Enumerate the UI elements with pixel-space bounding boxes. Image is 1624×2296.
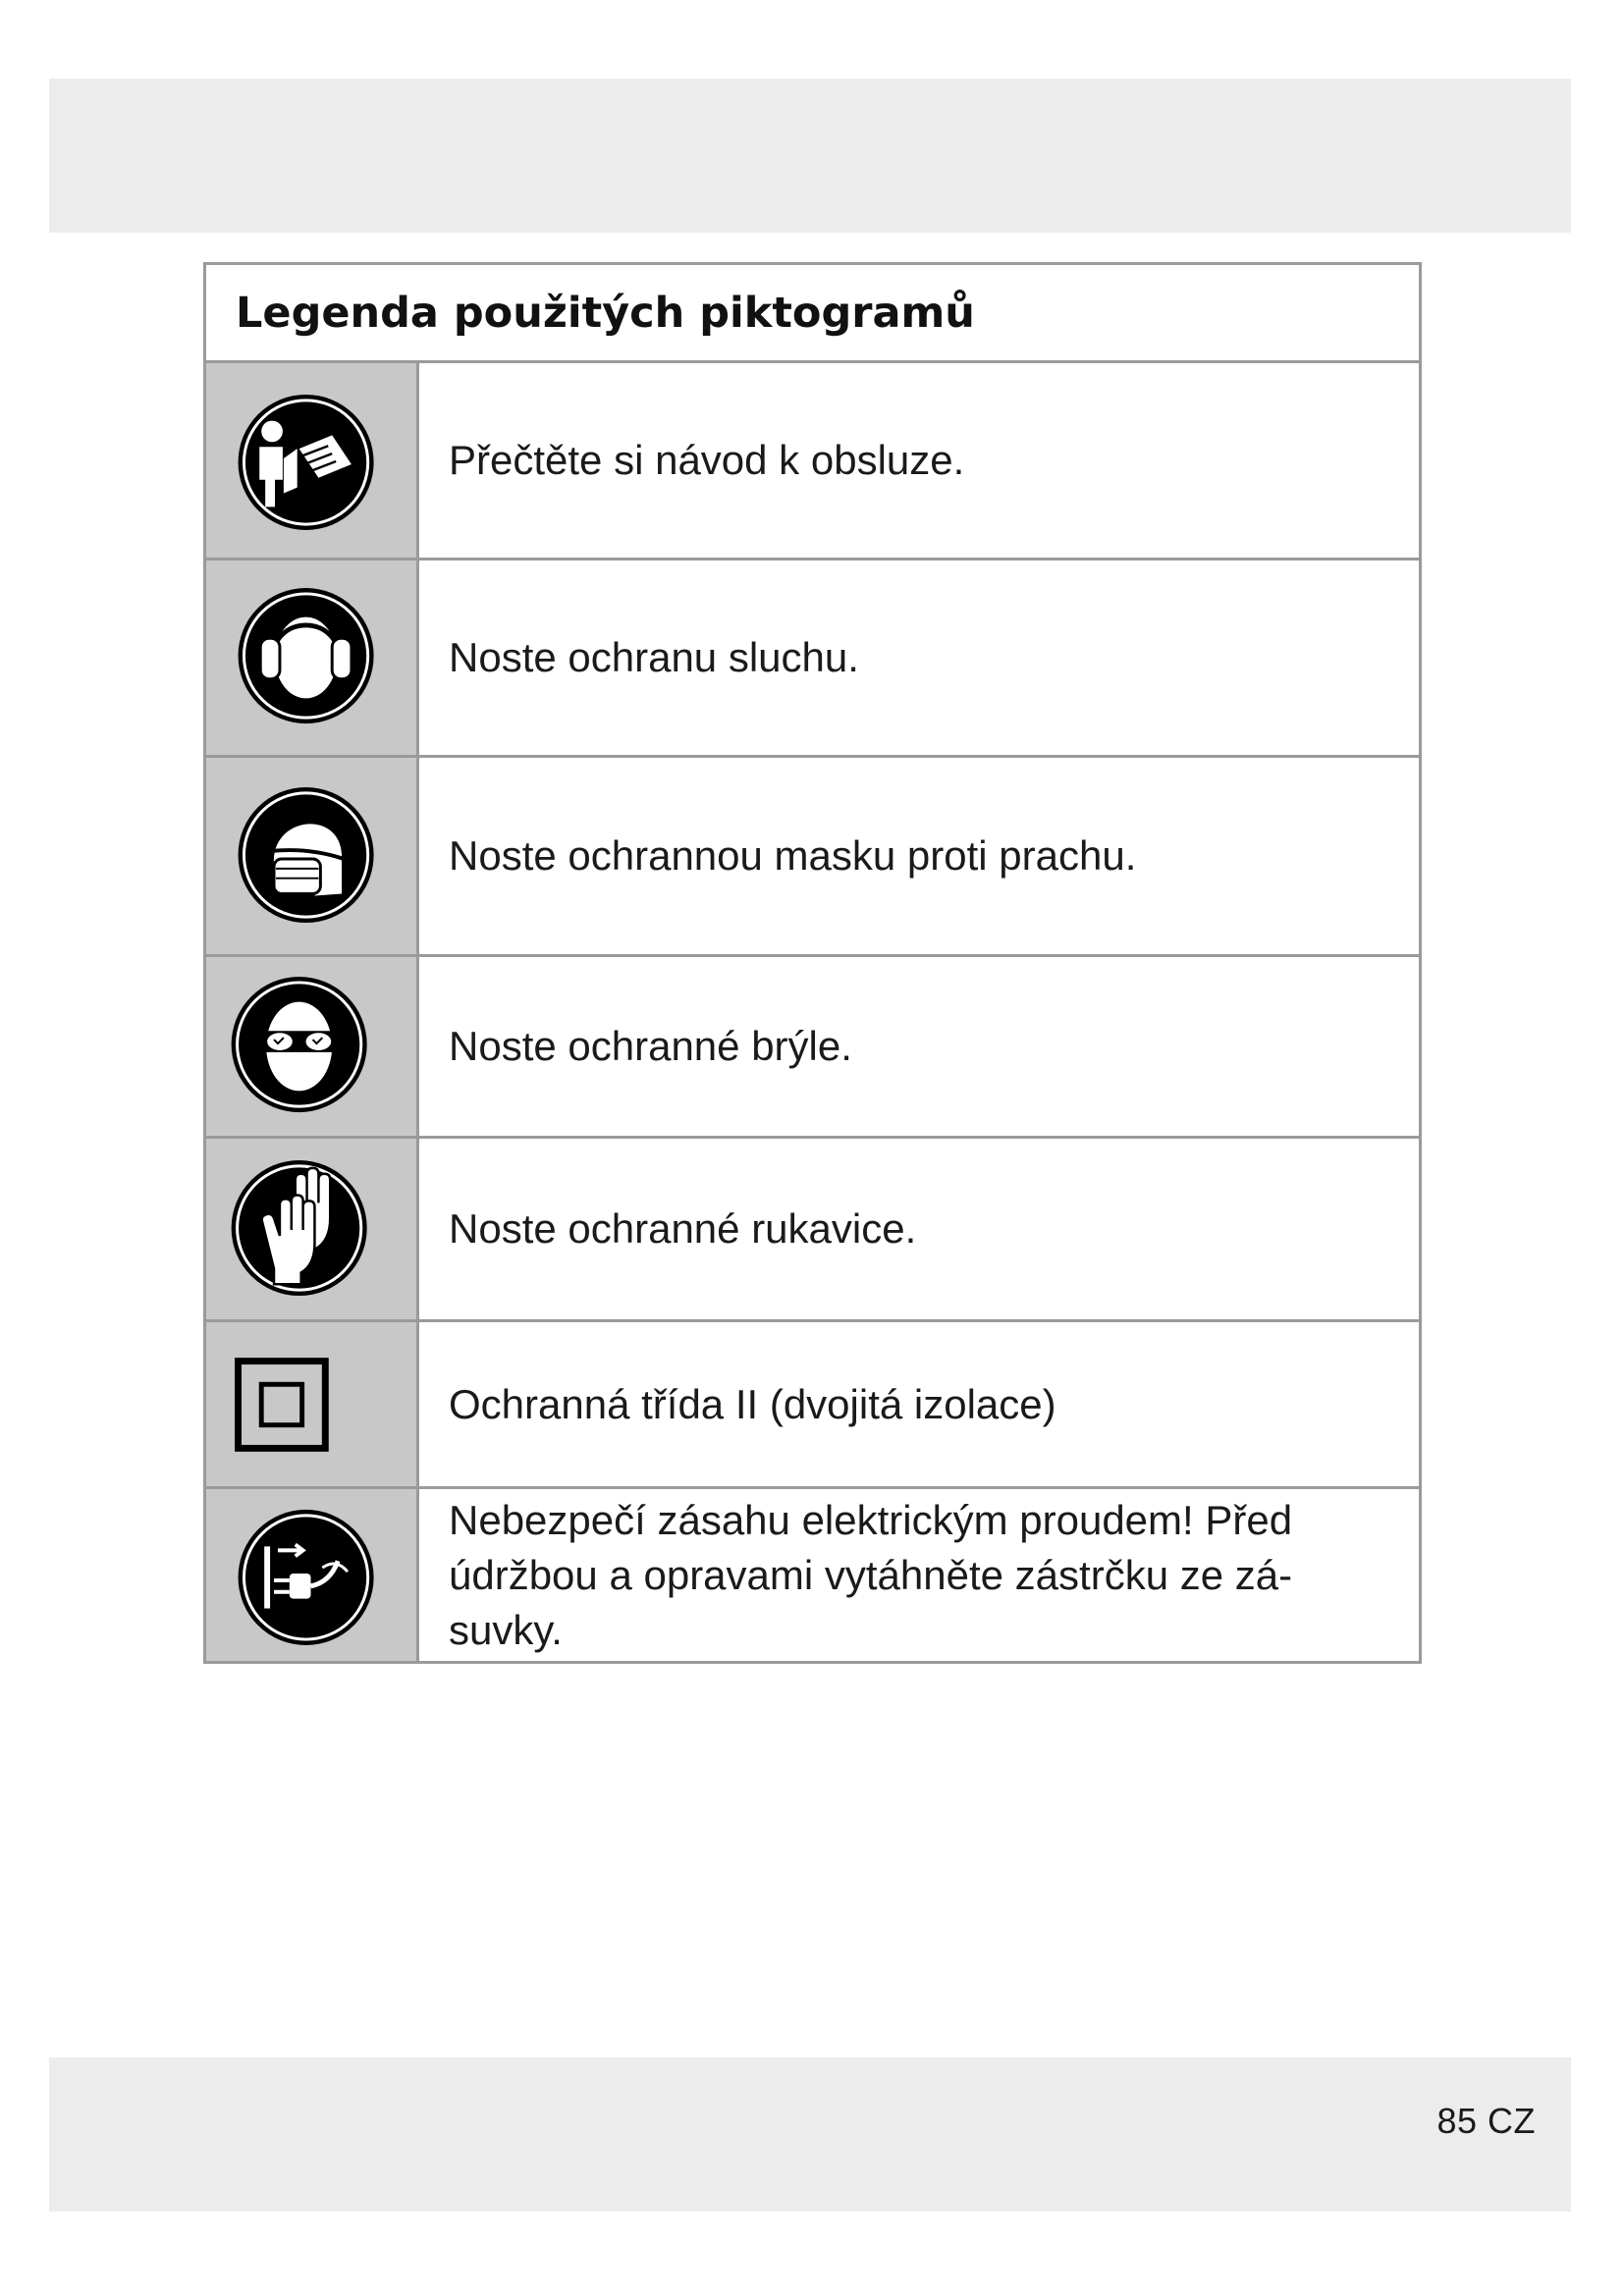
icon-cell [206, 1489, 419, 1661]
unplug-before-maintenance-icon [206, 1489, 416, 1661]
ear-protection-icon [206, 560, 416, 757]
icon-cell [206, 561, 419, 755]
pictogram-legend-table [203, 262, 1422, 1664]
legend-row [206, 561, 1419, 758]
read-manual-icon [206, 362, 416, 560]
legend-text: Noste ochranné rukavice. [449, 1205, 917, 1252]
legend-text: Přečtěte si návod k obsluze. [449, 437, 965, 483]
dust-mask-icon [206, 757, 416, 956]
legend-text: Noste ochranné brýle. [449, 1023, 852, 1069]
footer-band [49, 2057, 1571, 2212]
icon-cell [206, 1139, 419, 1319]
icon-cell [206, 1322, 419, 1486]
protective-gloves-icon [206, 1138, 416, 1321]
page-number: 85 CZ [1436, 2101, 1536, 2141]
legend-text-line: údržbou a opravami vytáhněte zástrčku ze zá- [449, 1551, 1293, 1598]
icon-cell [206, 758, 419, 954]
legend-title: Legenda použitých piktogramů [206, 265, 1419, 363]
legend-row [206, 1139, 1419, 1322]
legend-text-line: Nebezpečí zásahu elektrickým proudem! Před [449, 1496, 1293, 1543]
header-band [49, 79, 1571, 233]
legend-text-multiline [419, 1489, 1419, 1661]
legend-text: Noste ochrannou masku proti prachu. [449, 832, 1137, 879]
legend-row [206, 758, 1419, 957]
legend-row [206, 1322, 1419, 1489]
safety-goggles-icon [206, 956, 416, 1138]
legend-row [206, 1489, 1419, 1661]
legend-text-line: suvky. [449, 1606, 563, 1653]
icon-cell [206, 363, 419, 558]
legend-row [206, 957, 1419, 1139]
protection-class-ii-icon [206, 1321, 416, 1488]
legend-text: Ochranná třída II (dvojitá izolace) [449, 1380, 1056, 1427]
legend-row [206, 363, 1419, 561]
legend-text: Noste ochranu sluchu. [449, 634, 859, 680]
icon-cell [206, 957, 419, 1136]
